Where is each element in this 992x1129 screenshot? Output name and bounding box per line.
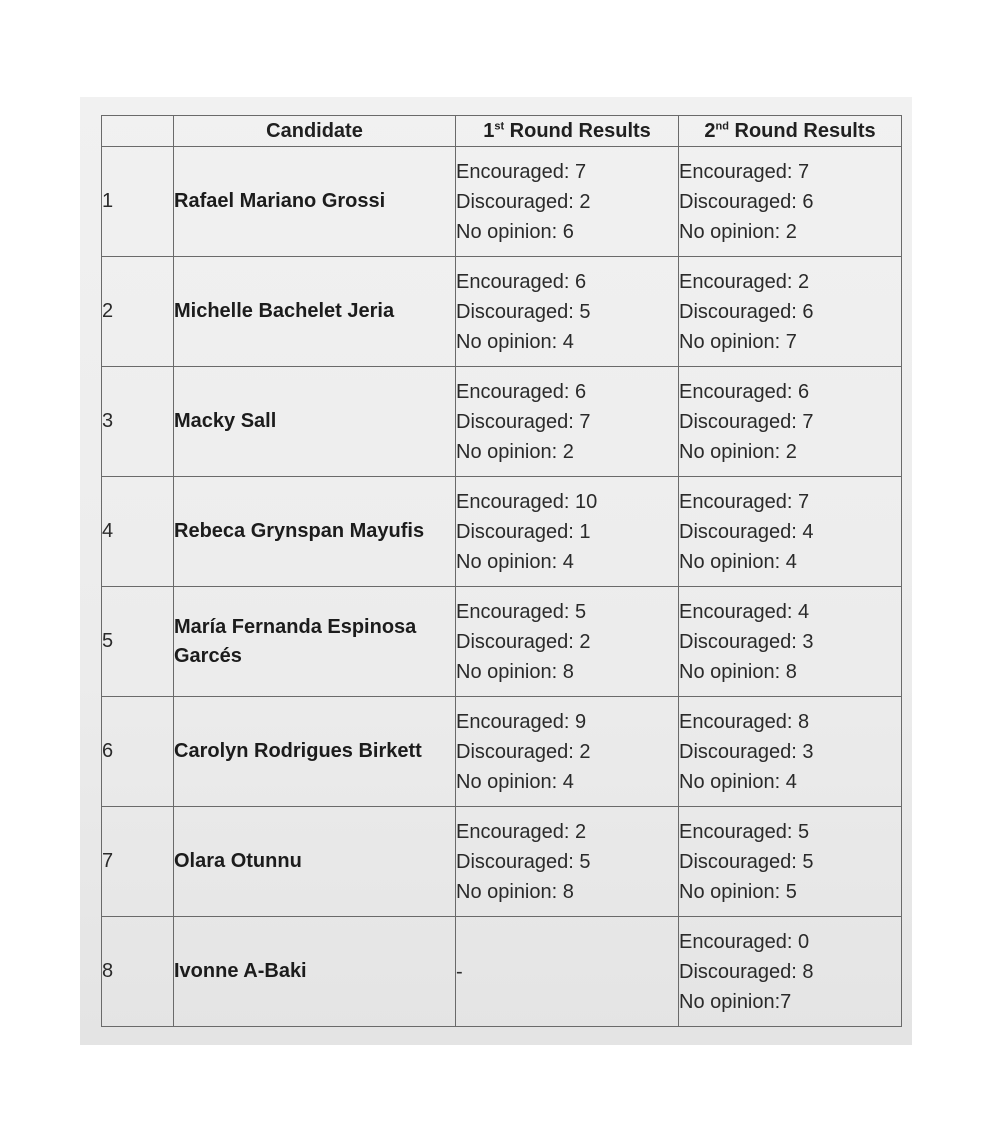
result-line: No opinion: 2 — [679, 440, 797, 463]
result-line: Encouraged: 7 — [679, 160, 810, 183]
result-line: Discouraged: 5 — [456, 850, 591, 873]
header-round2 — [679, 116, 902, 147]
round2-result — [679, 367, 902, 477]
round1-result — [456, 257, 679, 367]
result-line: Discouraged: 3 — [679, 630, 814, 653]
result-line: No opinion: 4 — [456, 770, 574, 793]
row-number: 7 — [102, 807, 174, 917]
row-number: 2 — [102, 257, 174, 367]
result-line: Encouraged: 10 — [456, 490, 598, 513]
result-line: No opinion: 2 — [679, 220, 797, 243]
candidate-name: Macky Sall — [174, 367, 456, 477]
result-line: Encouraged: 6 — [456, 270, 587, 293]
table-row — [102, 807, 902, 917]
round2-result — [679, 477, 902, 587]
row-number: 1 — [102, 147, 174, 257]
table-body — [102, 147, 902, 1027]
result-line: Discouraged: 5 — [456, 300, 591, 323]
round2-result — [679, 587, 902, 697]
row-number: 6 — [102, 697, 174, 807]
round1-result — [456, 697, 679, 807]
result-line: No opinion:7 — [679, 990, 792, 1013]
result-line: Discouraged: 5 — [679, 850, 814, 873]
result-line: No opinion: 4 — [456, 550, 574, 573]
candidate-name: Rebeca Grynspan Mayufis — [174, 477, 456, 587]
result-line: No opinion: 7 — [679, 330, 797, 353]
result-line: Encouraged: 8 — [679, 710, 810, 733]
result-line: No opinion: 2 — [456, 440, 574, 463]
round1-label: Round Results — [504, 119, 651, 142]
candidate-name: Rafael Mariano Grossi — [174, 147, 456, 257]
result-line: No opinion: 4 — [679, 770, 797, 793]
results-table — [101, 115, 902, 1027]
result-line: Encouraged: 5 — [679, 820, 810, 843]
row-number: 4 — [102, 477, 174, 587]
result-line: No opinion: 8 — [679, 660, 797, 683]
round1-result — [456, 367, 679, 477]
result-line: Encouraged: 5 — [456, 600, 587, 623]
table-row — [102, 367, 902, 477]
round2-label: Round Results — [728, 119, 876, 142]
result-line: Discouraged: 1 — [456, 520, 591, 543]
row-number: 5 — [102, 587, 174, 697]
result-line: Encouraged: 7 — [679, 490, 810, 513]
header-round1 — [456, 116, 679, 147]
result-line: Discouraged: 2 — [456, 190, 591, 213]
table-row — [102, 697, 902, 807]
result-line: Discouraged: 7 — [679, 410, 814, 433]
table-row — [102, 587, 902, 697]
result-line: Discouraged: 8 — [679, 960, 814, 983]
header-index — [102, 116, 174, 147]
candidate-name: Michelle Bachelet Jeria — [174, 257, 456, 367]
result-line: Discouraged: 7 — [456, 410, 591, 433]
round2-ordinal: 2 — [704, 119, 716, 142]
result-line: Discouraged: 6 — [679, 300, 814, 323]
candidate-name: María Fernanda Espinosa Garcés — [174, 587, 456, 697]
header-row — [102, 116, 902, 147]
result-line: Encouraged: 2 — [679, 270, 810, 293]
round1-result — [456, 477, 679, 587]
round1-result — [456, 587, 679, 697]
result-line: - — [456, 960, 463, 983]
round2-result — [679, 807, 902, 917]
table-row — [102, 917, 902, 1027]
result-line: Encouraged: 6 — [456, 380, 587, 403]
table-row — [102, 257, 902, 367]
result-line: Discouraged: 2 — [456, 740, 591, 763]
result-line: Discouraged: 2 — [456, 630, 591, 653]
table-row — [102, 147, 902, 257]
result-line: Encouraged: 9 — [456, 710, 587, 733]
result-line: Encouraged: 0 — [679, 930, 810, 953]
result-line: Discouraged: 3 — [679, 740, 814, 763]
result-line: Encouraged: 2 — [456, 820, 587, 843]
result-line: No opinion: 6 — [456, 220, 574, 243]
result-line: No opinion: 4 — [456, 330, 574, 353]
header-candidate: Candidate — [174, 116, 456, 147]
result-line: Encouraged: 7 — [456, 160, 587, 183]
round2-result — [679, 147, 902, 257]
round2-result — [679, 257, 902, 367]
result-line: No opinion: 8 — [456, 660, 574, 683]
table-row — [102, 477, 902, 587]
round1-suffix: st — [494, 119, 505, 132]
row-number: 3 — [102, 367, 174, 477]
round1-ordinal: 1 — [483, 119, 495, 142]
result-line: No opinion: 8 — [456, 880, 574, 903]
candidate-name: Olara Otunnu — [174, 807, 456, 917]
round2-result — [679, 697, 902, 807]
result-line: Discouraged: 4 — [679, 520, 814, 543]
candidate-name: Ivonne A-Baki — [174, 917, 456, 1027]
round2-result — [679, 917, 902, 1027]
round1-result — [456, 147, 679, 257]
round1-result — [456, 917, 679, 1027]
result-line: Encouraged: 6 — [679, 380, 810, 403]
result-line: No opinion: 5 — [679, 880, 797, 903]
row-number: 8 — [102, 917, 174, 1027]
round1-result — [456, 807, 679, 917]
candidate-name: Carolyn Rodrigues Birkett — [174, 697, 456, 807]
result-line: Encouraged: 4 — [679, 600, 810, 623]
result-line: Discouraged: 6 — [679, 190, 814, 213]
result-line: No opinion: 4 — [679, 550, 797, 573]
round2-suffix: nd — [715, 119, 729, 132]
